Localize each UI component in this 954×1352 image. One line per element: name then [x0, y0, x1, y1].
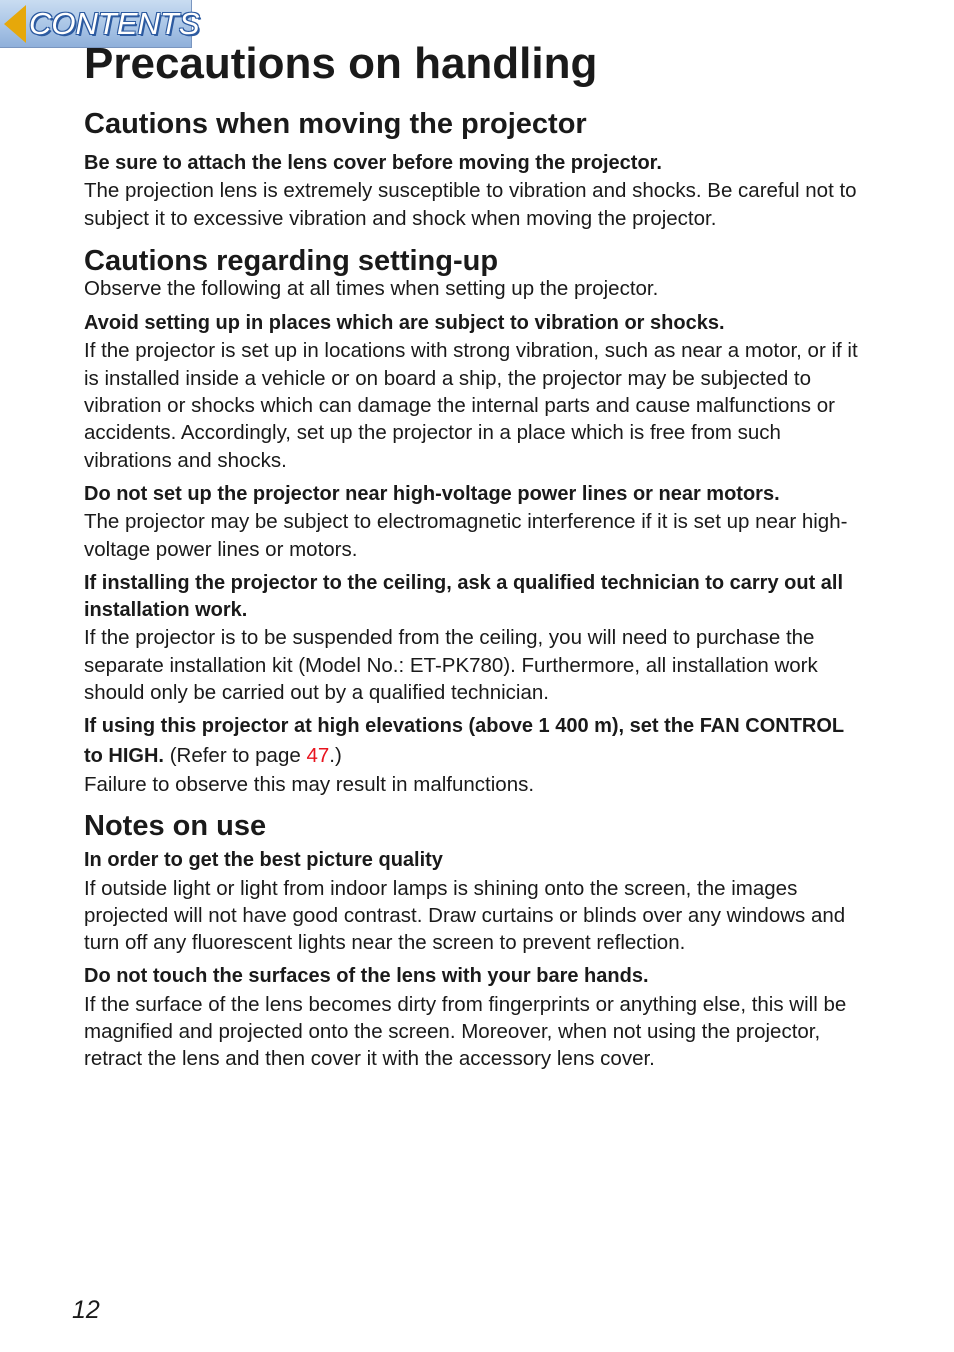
note-heading: In order to get the best picture quality — [84, 849, 443, 872]
section-intro: Observe the following at all times when setting up the projector. — [84, 276, 659, 300]
section-heading-notes: Notes on use — [84, 810, 267, 843]
caution-text: Failure to observe this may result in malfunctions. — [84, 772, 535, 796]
section-heading-moving: Cautions when moving the projector — [84, 108, 587, 140]
caution-heading: If using this projector at high elevations (above 1 400 m), set the FAN CONTROL to HIGH. — [84, 715, 844, 767]
contents-button-label: CONTENTS — [29, 5, 200, 41]
caution-text: If the projector is set up in locations with strong vibration, such as near a motor, or if it is installed inside a vehicle or on board a ship, the projector may be subjected to vibration or shocks which can damage the internal parts and cause malfunctions or accidents. Accordingly, set up the projector in a place which is free from such vibrations and shocks. — [84, 339, 858, 472]
note-text: If the surface of the lens becomes dirty from fingerprints or anything else, this will be magnified and projected onto the screen. Moreover, when not using the projector, retract the lens and then cover it with the accessory lens cover. — [84, 992, 847, 1071]
page-ref-link[interactable]: 47 — [306, 743, 330, 767]
page-number: 12 — [72, 1296, 100, 1324]
ref-prefix: (Refer to page — [164, 743, 307, 767]
caution-text: The projection lens is extremely susceptible to vibration and shocks. Be careful not to subject it to excessive vibration and shock when moving the projector. — [84, 179, 857, 230]
ref-suffix: .) — [329, 743, 342, 767]
page-content — [84, 38, 864, 1073]
caution-heading: If installing the projector to the ceiling, ask a qualified technician to carry out all installation work. — [84, 571, 844, 622]
caution-text: The projector may be subject to electromagnetic interference if it is set up near high-voltage power lines or motors. — [84, 510, 848, 561]
caution-heading: Avoid setting up in places which are subject to vibration or shocks. — [84, 312, 725, 335]
caution-heading: Be sure to attach the lens cover before moving the projector. — [84, 152, 662, 174]
caution-text: If the projector is to be suspended from the ceiling, you will need to purchase the separate installation kit (Model No.: ET-PK780). Furthermore, all installation work should only be carried out by a qualified technician. — [84, 626, 818, 705]
note-heading: Do not touch the surfaces of the lens with your bare hands. — [84, 965, 649, 988]
caution-heading-with-ref — [84, 713, 864, 771]
caution-heading: Do not set up the projector near high-voltage power lines or near motors. — [84, 482, 780, 505]
note-text: If outside light or light from indoor lamps is shining onto the screen, the images projected will not have good contrast. Draw curtains or blinds over any windows and turn off any fluorescent lights near the screen to prevent reflection. — [84, 876, 846, 955]
page-title: Precautions on handling — [84, 39, 598, 88]
back-arrow-icon — [4, 5, 26, 43]
section-heading-setting-up: Cautions regarding setting-up — [84, 244, 499, 277]
